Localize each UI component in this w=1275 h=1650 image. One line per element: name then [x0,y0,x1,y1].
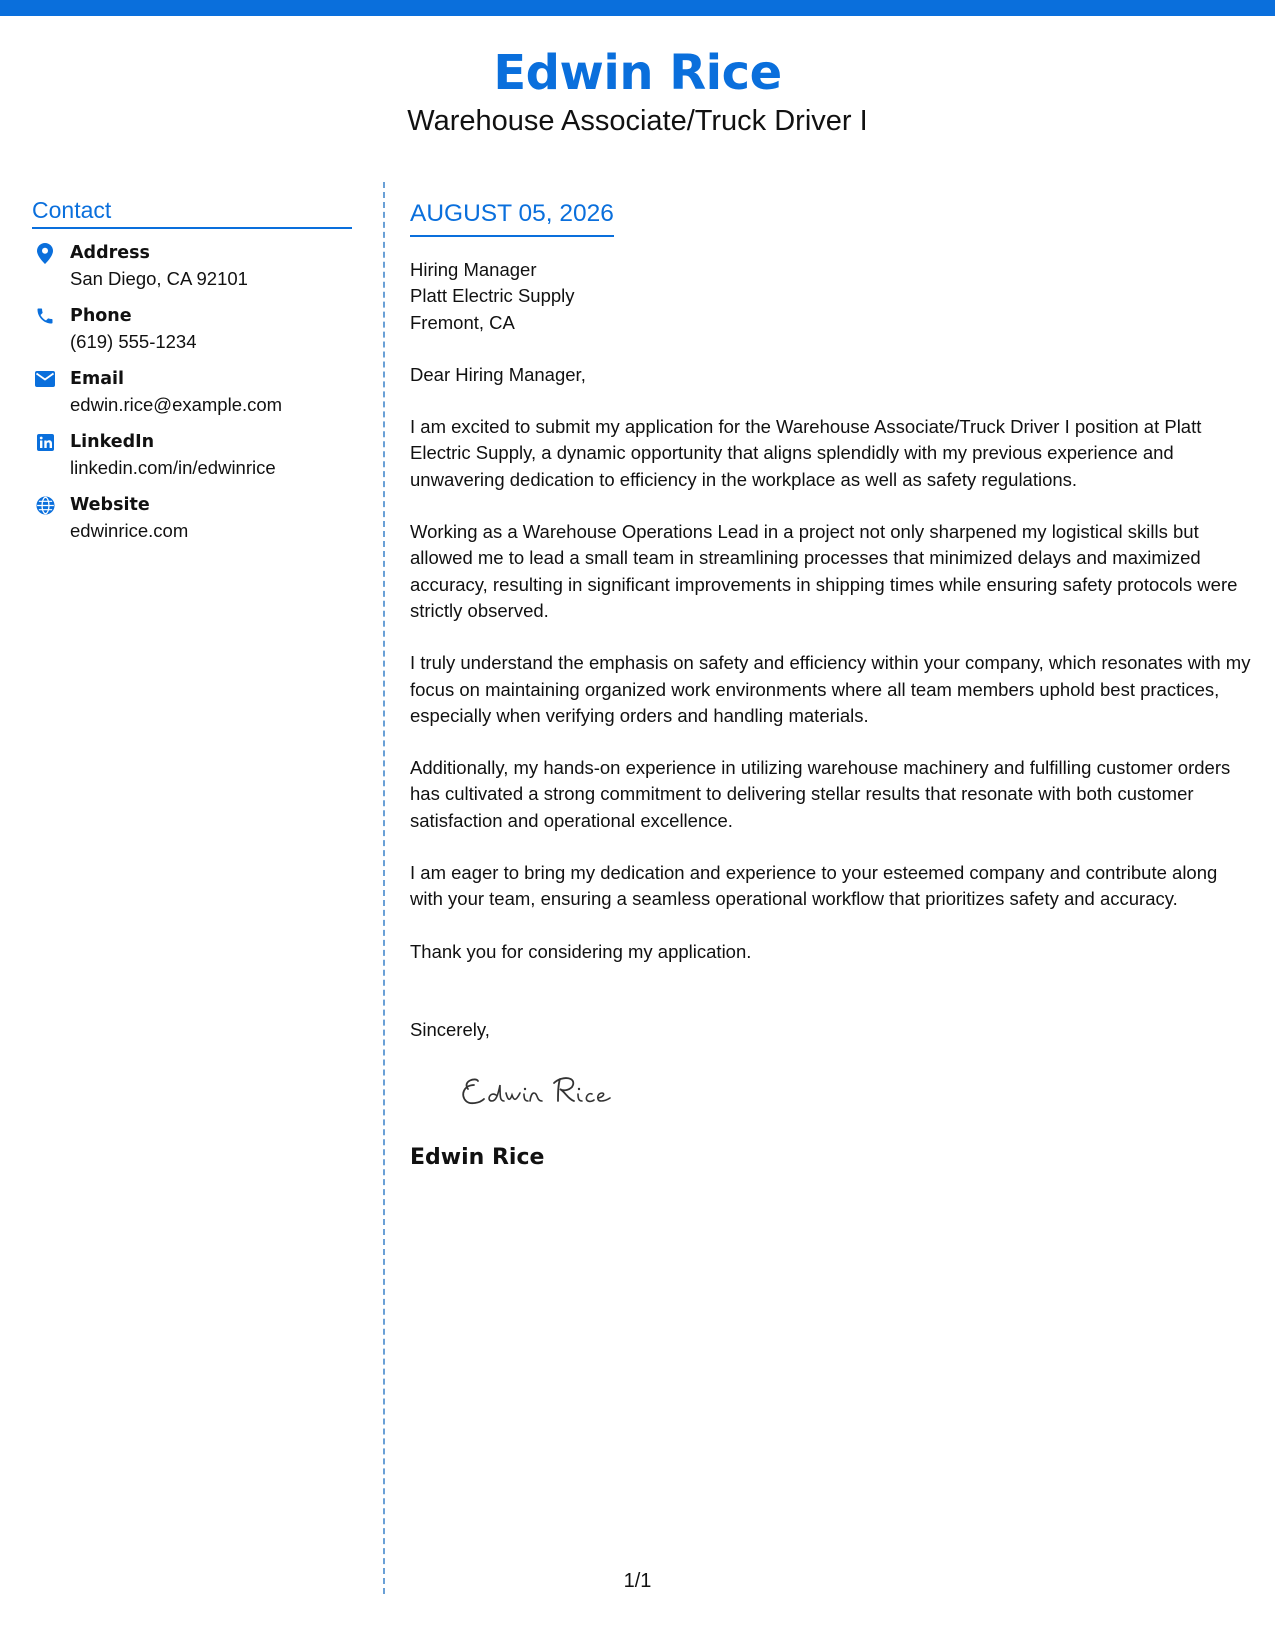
globe-icon [34,494,56,516]
contact-label: Address [70,243,150,263]
map-pin-icon [34,242,56,264]
top-accent-bar [0,0,1275,16]
recipient-block [410,257,1255,336]
recipient-line: Hiring Manager [410,259,537,280]
phone-value: (619) 555-1234 [70,331,197,352]
body-paragraph: Thank you for considering my application. [410,940,752,962]
handwritten-signature [454,1067,1255,1123]
address-value: San Diego, CA 92101 [70,268,248,289]
body-paragraph: Working as a Warehouse Operations Lead in a project not only sharpened my logistical skills but allowed me to lead a small team in streamlining processes that minimized delays and maximized accuracy, resulting in significant improvements in shipping times while ensuring safety protocols were strictly observed. [410,521,1238,621]
website-value: edwinrice.com [70,520,189,541]
letter-body [410,198,1255,1172]
recipient-line: Fremont, CA [410,311,515,333]
letter-date: AUGUST 05, 2026 [410,198,614,237]
linkedin-value: linkedin.com/in/edwinrice [70,457,276,478]
contact-label: Phone [70,306,132,326]
recipient-line: Platt Electric Supply [410,285,575,307]
linkedin-icon [34,431,56,453]
column-divider [383,182,385,1594]
salutation: Dear Hiring Manager, [410,363,586,385]
contact-item-linkedin [32,430,352,480]
contact-label: LinkedIn [70,432,155,452]
contact-heading: Contact [32,196,352,229]
letter-header [0,40,1275,138]
body-paragraph: I am excited to submit my application for the Warehouse Associate/Truck Driver I position at Platt Electric Supply, a dynamic opportunity that aligns splendidly with my previous experience and unwavering dedication to efficiency in the workplace as well as safety regulations. [410,416,1202,490]
contact-label: Website [70,495,150,515]
phone-icon [34,305,56,327]
applicant-name: Edwin Rice [493,45,782,101]
body-paragraph: Additionally, my hands-on experience in utilizing warehouse machinery and fulfilling customer orders has cultivated a strong commitment to delivering stellar results that resonate with both customer satisfaction and operational excellence. [410,757,1231,831]
page-number: 1/1 [623,1570,652,1592]
applicant-job-title: Warehouse Associate/Truck Driver I [407,105,868,137]
contact-item-phone [32,304,352,354]
contact-item-website [32,493,352,543]
contact-sidebar [32,196,352,556]
body-paragraph: I truly understand the emphasis on safety and efficiency within your company, which resonates with my focus on maintaining organized work environments where all team members uphold best practices, especially when verifying orders and handling materials. [410,652,1251,726]
contact-item-address [32,241,352,291]
email-value: edwin.rice@example.com [70,394,283,415]
contact-label: Email [70,369,124,389]
closing: Sincerely, [410,1018,490,1040]
contact-item-email [32,367,352,417]
body-paragraph: I am eager to bring my dedication and experience to your esteemed company and contribute along with your team, ensuring a seamless operational workflow that prioritizes safety and accuracy. [410,862,1218,910]
envelope-icon [34,368,56,390]
signer-name: Edwin Rice [410,1145,545,1171]
